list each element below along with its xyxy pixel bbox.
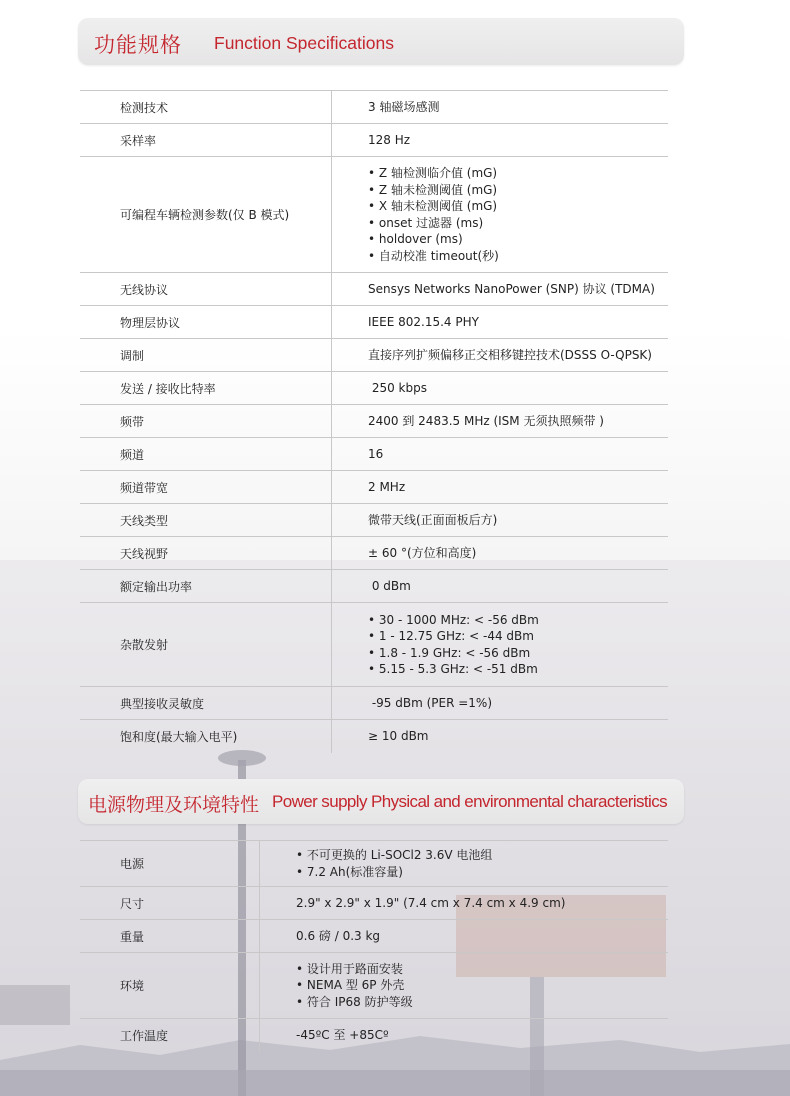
spec-name: 天线视野 [120,546,169,561]
table-row [80,841,668,887]
spec-name: 电源 [120,857,145,871]
list-item: • 自动校准 timeout(秒) [368,248,668,265]
table-row [80,687,668,720]
spec-value: 微带天线(正面面板后方) [332,504,669,537]
list-item: • 不可更换的 Li-SOCl2 3.6V 电池组 [296,847,668,864]
table-row [80,603,668,687]
spec-name: 工作温度 [120,1028,169,1043]
spec-value-list [332,157,669,273]
section-header-function-specs [78,18,684,65]
table-row [80,1019,668,1052]
list-item: • 1 - 12.75 GHz: < -44 dBm [368,628,668,645]
list-item: • 符合 IP68 防护等级 [296,994,668,1011]
list-item: • NEMA 型 6P 外壳 [296,977,668,994]
table-row [80,372,668,405]
table-row [80,537,668,570]
list-item: • 7.2 Ah(标准容量) [296,864,668,881]
table-row [80,471,668,504]
table-row [80,273,668,306]
table-row [80,157,668,273]
spec-name: 物理层协议 [120,315,181,330]
spec-value: 250 kbps [332,372,669,405]
spec-name: 频带 [120,414,145,429]
spec-value: 0.6 磅 / 0.3 kg [260,920,669,953]
list-item: • 5.15 - 5.3 GHz: < -51 dBm [368,661,668,678]
section-title-en: Function Specifications [214,33,394,53]
spec-name: 额定输出功率 [120,579,193,594]
spec-value: 0 dBm [332,570,669,603]
table-row [80,920,668,953]
list-item: • Z 轴未检测阈值 (mG) [368,182,668,199]
spec-value-list [260,841,669,887]
table-row [80,306,668,339]
spec-name: 重量 [120,929,145,944]
table-row [80,438,668,471]
spec-value-list [332,603,669,687]
spec-value: 16 [332,438,669,471]
spec-name: 调制 [120,348,145,363]
table-row [80,720,668,753]
spec-value: 128 Hz [332,124,669,157]
list-item: • onset 过滤器 (ms) [368,215,668,232]
list-item: • 30 - 1000 MHz: < -56 dBm [368,612,668,629]
list-item: • 1.8 - 1.9 GHz: < -56 dBm [368,645,668,662]
spec-name: 可编程车辆检测参数(仅 B 模式) [120,208,290,222]
spec-value: 直接序列扩频偏移正交相移键控技术(DSSS O-QPSK) [332,339,669,372]
spec-name: 频道 [120,447,145,462]
power-physical-table [80,840,668,1052]
section-title-zh: 功能规格 [94,33,182,57]
spec-value-list [260,953,669,1019]
table-row [80,953,668,1019]
table-row [80,91,668,124]
spec-value: Sensys Networks NanoPower (SNP) 协议 (TDMA) [332,273,669,306]
spec-value: 3 轴磁场感测 [332,91,669,124]
spec-name: 无线协议 [120,282,169,297]
spec-value: IEEE 802.15.4 PHY [332,306,669,339]
spec-value: ≥ 10 dBm [332,720,669,753]
spec-name: 发送 / 接收比特率 [120,381,216,396]
list-item: • Z 轴检测临介值 (mG) [368,165,668,182]
spec-value: 2.9" x 2.9" x 1.9" (7.4 cm x 7.4 cm x 4.9 cm) [260,887,669,920]
spec-name: 饱和度(最大输入电平) [120,729,238,744]
table-row [80,124,668,157]
spec-name: 天线类型 [120,513,169,528]
table-row [80,887,668,920]
spec-value: ± 60 °(方位和高度) [332,537,669,570]
section-header-power-physical [78,779,684,824]
list-item: • X 轴未检测阈值 (mG) [368,198,668,215]
spec-name: 采样率 [120,133,157,148]
spec-name: 典型接收灵敏度 [120,696,205,711]
spec-value: -95 dBm (PER =1%) [332,687,669,720]
spec-name: 尺寸 [120,896,145,911]
spec-name: 环境 [120,979,145,993]
table-row [80,405,668,438]
spec-value: 2 MHz [332,471,669,504]
table-row [80,504,668,537]
list-item: • 设计用于路面安装 [296,961,668,978]
table-row [80,339,668,372]
spec-value: 2400 到 2483.5 MHz (ISM 无须执照频带 ) [332,405,669,438]
list-item: • holdover (ms) [368,231,668,248]
spec-name: 检测技术 [120,100,169,115]
function-spec-table [80,90,668,753]
spec-name: 杂散发射 [120,638,169,652]
table-row [80,570,668,603]
section-title-zh: 电源物理及环境特性 [88,794,260,816]
spec-value: -45ºC 至 +85Cº [260,1019,669,1052]
section-title-en: Power supply Physical and environmental characteristics [272,792,668,811]
spec-name: 频道带宽 [120,480,169,495]
